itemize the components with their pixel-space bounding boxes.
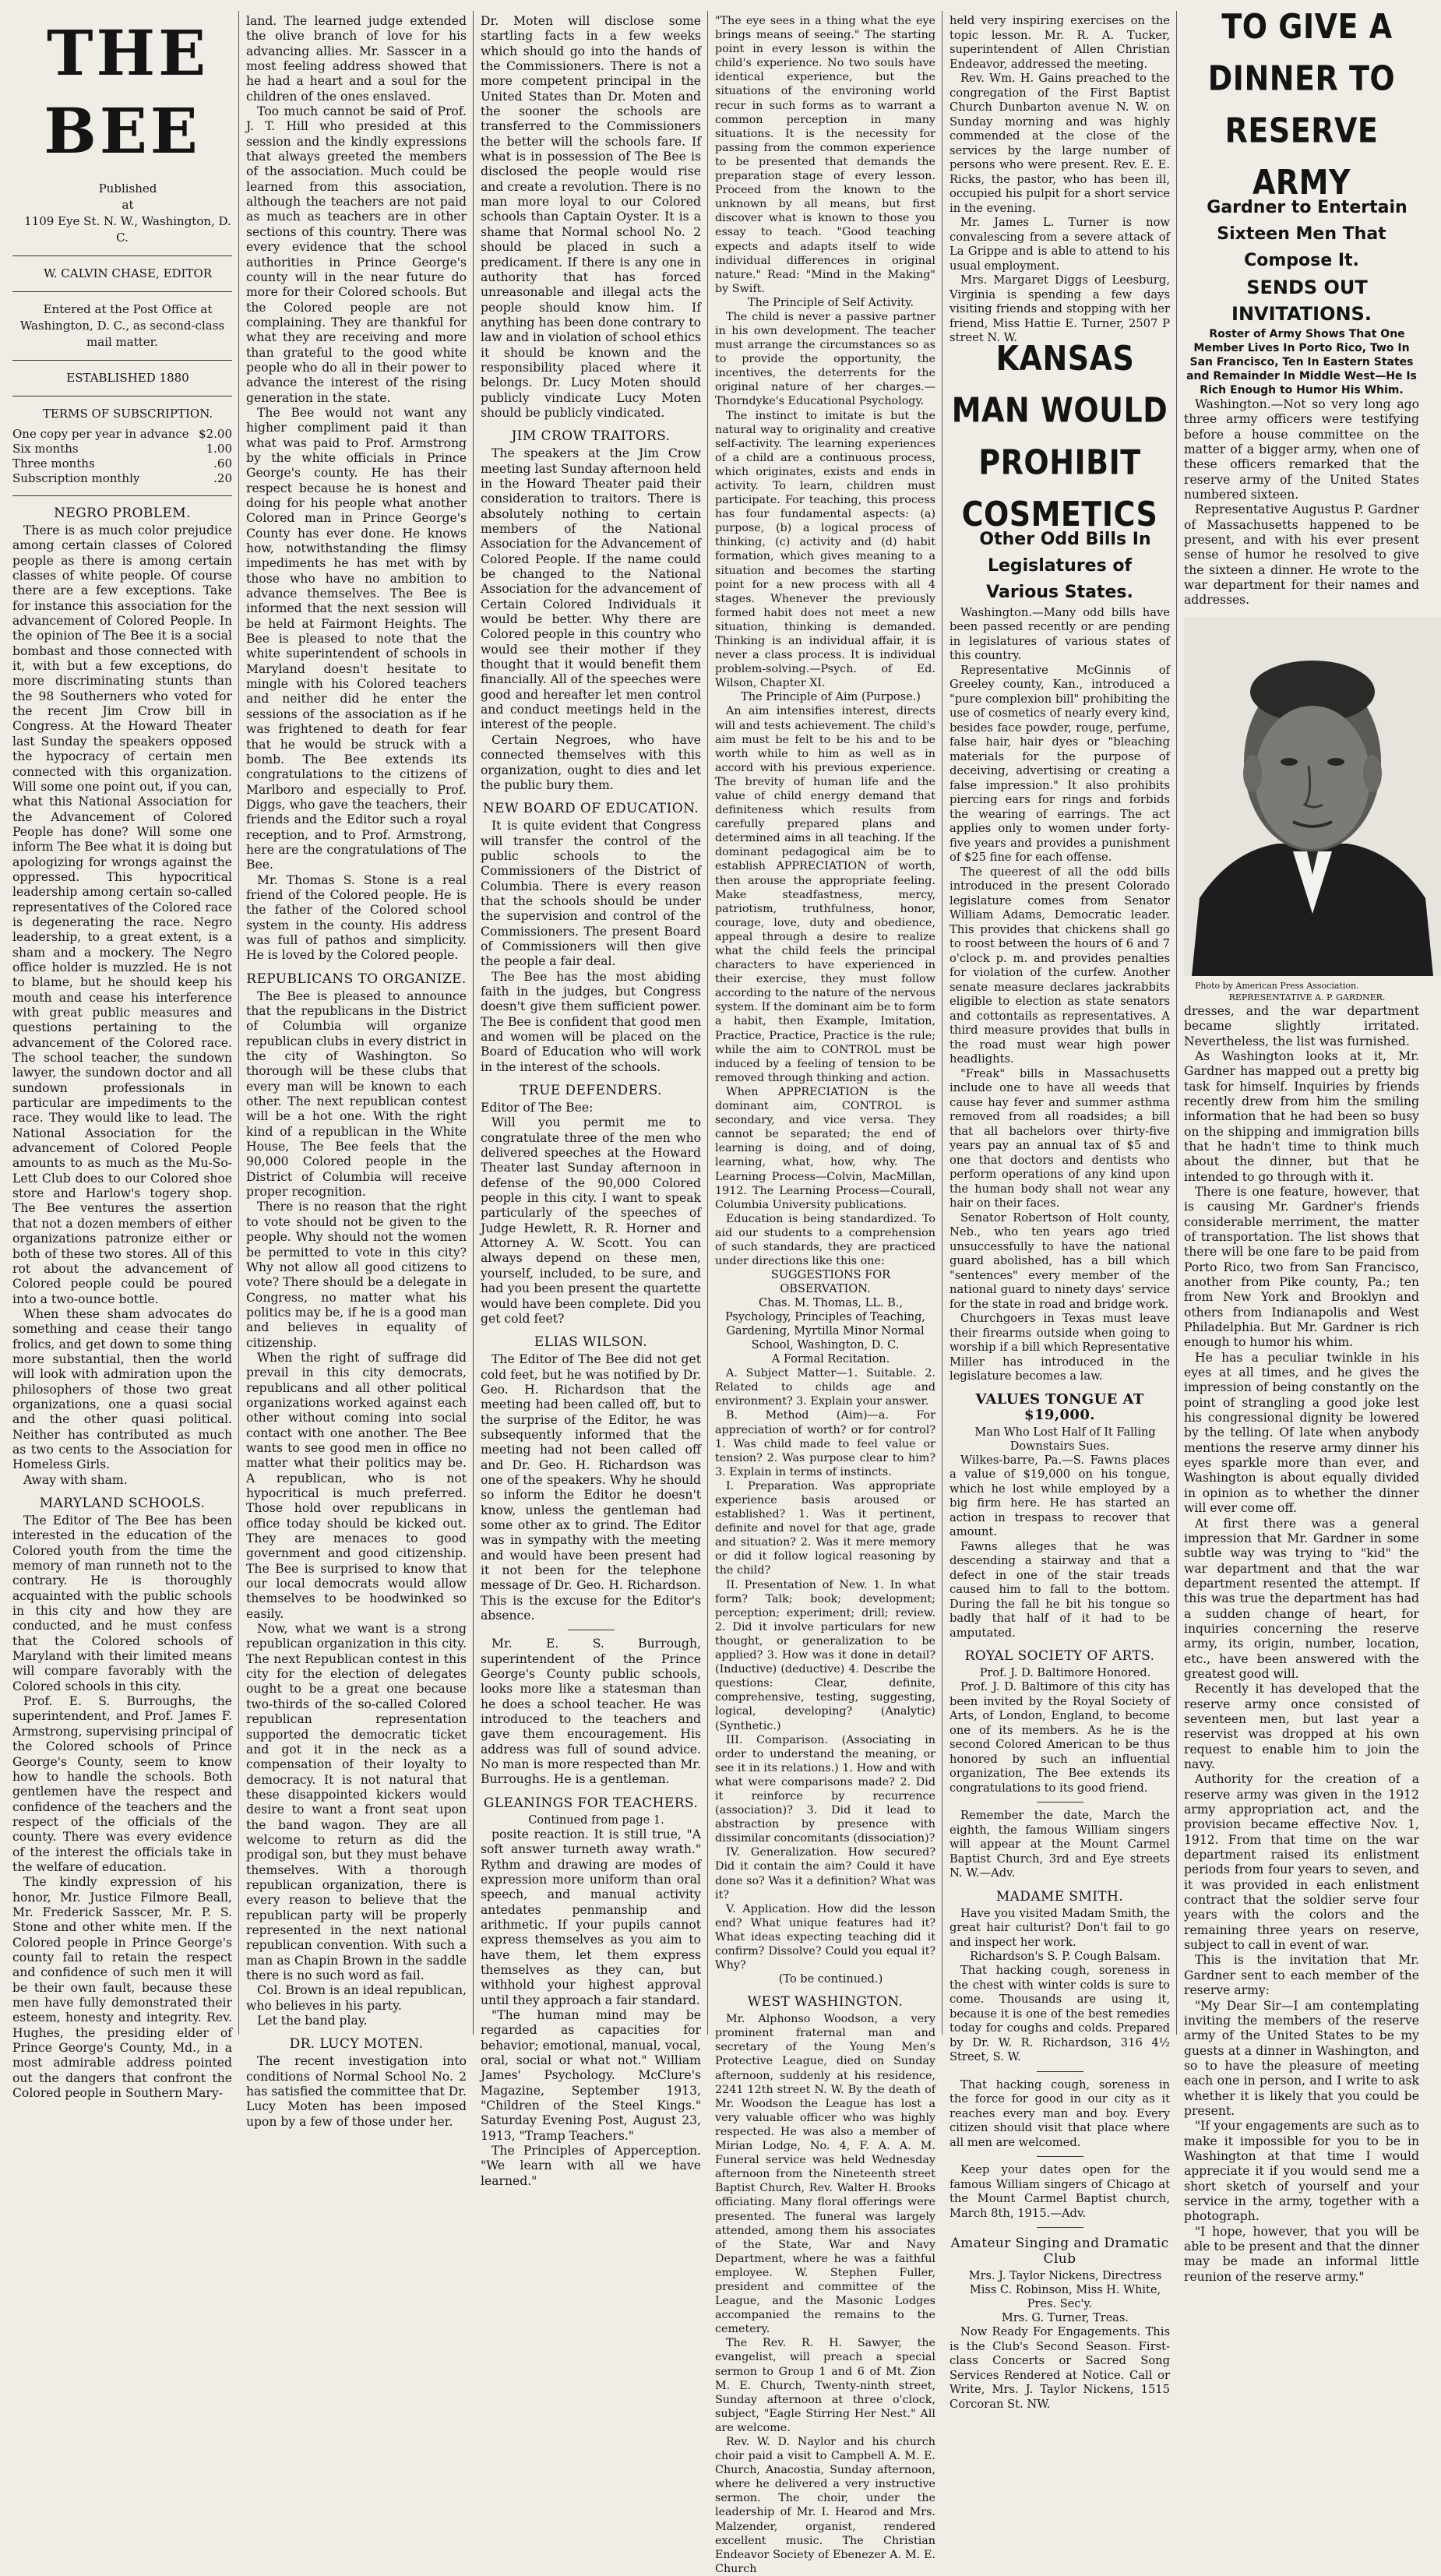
article-paragraph: There is no reason that the right to vote should not be given to the people. Why should not the women be permitted to vote in this city? Why not allow all good citizens to vote? There should be a delegate in Congress, no matter what his politics may be, if he is a good man and believes in equality of citizenship. xyxy=(246,1200,467,1350)
article-paragraph: The Rev. R. H. Sawyer, the evangelist, will preach a special sermon to Group 1 and 6 of Mt. Zion M. E. Church, Twenty-ninth street, Sunday afternoon at three o'clock, subject, "Eagle Stirring Her Nest." All are welcome. xyxy=(715,2337,935,2434)
article-paragraph: B. Method (Aim)—a. For appreciation of worth? or for control? 1. Was child made to feel value or tension? 2. Was purpose clear to him? 3. Explain in terms of instincts. xyxy=(715,1409,935,1478)
article-subhead: Richardson's S. P. Cough Balsam. xyxy=(970,1951,1161,1963)
article-paragraph: Dr. Moten will disclose some startling facts in a few weeks which should go into the hands of the Commissioners. There is not a more competent principal in the United States than Dr. Moten and the sooner the schools are transferred to the Commissioners the better will the schools fare. If what is in possession of The Bee is disclosed the people would rise and create a revolution. There is no man more loyal to our Colored schools than Captain Oyster. It is a shame that Normal school No. 2 should be placed in such a predicament. If there is any one in authority that has forced unreasonable and illegal acts the people should know him. If anything has been done contrary to law and in violation of school ethics it should be known and the responsibility placed where it belongs. Dr. Lucy Moten should publicly vindicate Lucy Moten should be publicly vindicated. xyxy=(481,14,701,420)
terms-label: Three months xyxy=(12,456,95,470)
section-divider xyxy=(1037,2071,1083,2072)
article-paragraph: "The eye sees in a thing what the eye brings means of seeing." The starting point in every lesson is within the child's experience. No two souls have identical experience, but the situations of the environing world recur in such forms as to warrant a common perception in many situations. It is the necessity for passing from the common experience to be presented that demands the preparation stage of every lesson. Proceed from the known to the unknown by all means, but first discover what is known to those you essay to teach. "Good teaching expects and adapts itself to wide individual differences in original nature." Read: "Mind in the Making" by Swift. xyxy=(715,15,935,295)
article-paragraph: When these sham advocates do something and cease their tango frolics, and get down to some thing more substantial, then the world will look with admiration upon the philosophers of those two great organizations, one a quasi social and the other quasi political. Neither has contributed as much as two cents to the Association for Homeless Girls. xyxy=(12,1306,232,1472)
article-paragraph: It is quite evident that Congress will transfer the control of the public schools to the Commissioners of the District of Columbia. There is every reason that the schools should be under the supervision and control of the Commissioners. The present Board of Commissioners will then give the people a fair deal. xyxy=(481,819,701,969)
banner-headline: TO GIVE A DINNER TO RESERVE ARMY xyxy=(1207,6,1396,203)
article-paragraph: IV. Generalization. How secured? Did it contain the aim? Could it have done so? Was it a definition? What was it? xyxy=(715,1846,935,1901)
article-paragraph: A. Subject Matter—1. Suitable. 2. Related to childs age and environment? 3. Explain your answer. xyxy=(715,1367,935,1408)
article-headline: ROYAL SOCIETY OF ARTS. xyxy=(964,1648,1155,1664)
article-paragraph: "I hope, however, that you will be able to be present and that the dinner may be made an informal little reunion of the reserve army." xyxy=(1184,2224,1419,2284)
photo-credit: Photo by American Press Association. xyxy=(1195,980,1359,991)
article-paragraph: The speakers at the Jim Crow meeting last Sunday afternoon held in the Howard Theater paid their consideration to traitors. There is absolutely nothing to certain members of the National Association for the Advancement of Colored People. If the name could be changed to the National Association for the advancement of Certain Colored Individuals it would be better. Why there are Colored people in this country who would see their mother if they thought that it would benefit them financially. All of the speeches were good and hereafter let men control and conduct meetings held in the interest of the people. xyxy=(481,446,701,732)
article-paragraph: The instinct to imitate is but the natural way to originality and creative self-activity. The learning experiences of a child are a continuous process, which originates, exists and ends in activity. To learn, children must participate. For teaching, this process has four fundamental aspects: (a) purpose, (b) a logical process of thinking, (c) activity and (d) habit formation, which gives meaning to a situation and becomes the starting point for a new process with all 4 stages. Whenever the previously formed habit does not meet a new situation, thinking is demanded. Thinking is an individual affair, it is never a class process. It is individual problem-solving.—Psych. of Ed. Wilson, Chapter XI. xyxy=(715,409,935,690)
article-paragraph: Let the band play. xyxy=(257,2014,368,2028)
terms-price: $2.00 xyxy=(199,427,232,441)
article-paragraph: Mr. James L. Turner is now convalescing from a severe attack of La Grippe and is able to attend to his usual employment. xyxy=(950,216,1170,273)
article-paragraph: The Bee would not want any higher compliment paid it than what was paid to Prof. Armstrong by the white officials in Prince George's county. He has their respect because he is honest and doing for his people what another Colored man in Prince George's County has ever done. He knows how, notwithstanding the flimsy impediments he has met with by those who have no ambition to advance themselves. The Bee is informed that the next session will be held at Fairmont Heights. The Bee is pleased to note that the white superintendent of schools in Maryland doesn't hesitate to mingle with his Colored teachers and neither did he enter the sessions of the association as if he was frightened to death for fear that he would be struck with a bomb. The Bee extends its congratulations to the citizens of Marlboro and especially to Prof. Diggs, who gave the teachers, their friends and the Editor such a royal reception, and to Prof. Armstrong, here are the congratulations of The Bee. xyxy=(246,405,467,872)
article-subhead: Mrs. J. Taylor Nickens, Directress xyxy=(968,2270,1162,2282)
article-paragraph: There is as much color prejudice among certain classes of Colored people as there is among certain classes of white people. Of course there are a few exceptions. Take for instance this association for the advancement of Colored People. In the opinion of The Bee it is a social bombast and those connected with it, with but a few exceptions, do more discriminating stunts than the 98 Southerners who voted for the recent Jim Crow bill in Congress. At the Howard Theater last Sunday the speakers opposed the hypocracy of certain men connected with this organization. Will some one point out, if you can, what this National Association for the Advancement of Colored People has done? Will some one inform The Bee what it is doing but apologizing for wrongs against the oppressed. This hypocritical leadership among certain so-called representatives of the Colored race is degenerating the race. Negro leadership, to a great extent, is a sham and a mockery. The Negro office holder is muzzled. He is not to blame, but he should keep his mouth and cease his interference with great public measures and questions pertaining to the advancement of the Colored race. The school teacher, the sundown lawyer, the sundown doctor and all sundown professionals in particular are impediments to the race. They would like to lead. The National Association for the advancement of Colored People amounts to as much as the Mu-So-Lett Club does to our Colored shoe store and Harlow's togery shop. The Bee ventures the assertion that not a dozen members of either organizations patronize either or both of these two stores. All of this rot about the advancement of Colored people could be poured into a two-ounce bottle. xyxy=(12,523,232,1306)
article-paragraph: Keep your dates open for the famous William singers of Chicago at the Mount Carmel Baptist church, March 8th, 1915.—Adv. xyxy=(950,2163,1170,2220)
article-paragraph: When the right of suffrage did prevail in this city democrats, republicans and all other political organizations worked against each other without coming into social contact with one another. The Bee wants to see good men in office no matter what their politics may be. A republican, who is not hypocritical is much preferred. Those hold over republicans in office today should be kicked out. They are menaces to good government and good citizenship. The Bee is surprised to know that our local democrats would allow themselves to be hoodwinked so easily. xyxy=(246,1350,467,1621)
article-paragraph: "My Dear Sir—I am contemplating inviting the members of the reserve army of the United States to be my guests at a dinner in Washington, and so to have the pleasure of meeting each one in person, and I write to ask whether it is likely that you could be present. xyxy=(1184,1998,1419,2118)
terms-label: Six months xyxy=(12,442,79,456)
article-paragraph: "The human mind may be regarded as capacities for behavior; emotional, manual, vocal, oral, social or what not." William James' Psychology. McClure's Magazine, September 1913, "Children of the Steel Kings." Saturday Evening Post, August 23, 1913, "Tramp Teachers." xyxy=(481,2007,701,2143)
article-paragraph: The Editor of The Bee has been interested in the education of the Colored youth from the time the memory of man runneth not to the contrary. He is thoroughly acquainted with the public schools in this city and how they are conducted, and he must confess that the Colored schools of Maryland with their limited means will compare favorably with the Colored schools in this city. xyxy=(12,1514,232,1693)
article-paragraph: The kindly expression of his honor, Mr. Justice Filmore Beall, Mr. Frederick Sasscer, Mr. P. S. Stone and other white men. If the Colored people in Prince George's county fail to retain the respect and confidence of such men it will be their own fault, because these men have fully demonstrated their esteem, honesty and integrity. Rev. Hughes, the presiding elder of Prince George's County, Md., in a most admirable address pointed out the dangers that confront the Colored people in Southern Mary- xyxy=(12,1875,232,2101)
column-content xyxy=(950,14,1170,2412)
column-3 xyxy=(481,14,701,2188)
article-paragraph: Washington.—Not so very long ago three army officers were testifying before a house committee on the matter of a bigger army, when one of these officers remarked that the reserve army of the United States numbered sixteen. xyxy=(1184,397,1419,502)
column-content xyxy=(481,14,701,2189)
article-paragraph: III. Comparison. (Associating in order to understand the meaning, or see it in its relations.) 1. How and with what were comparisons made? 2. Did it reinforce by recurrence (association)? 3. Did it lead to abstraction by presence with dissimilar concomitants (dissociation)? xyxy=(715,1733,935,1845)
article-paragraph: Certain Negroes, who have connected themselves with this organization, ought to dies and let the public bury them. xyxy=(481,732,701,792)
article-paragraph: There is one feature, however, that is causing Mr. Gardner's friends considerable merriment, the matter of transportation. The list shows that there will be one fare to be paid from Porto Rico, two from San Francisco, another from Pike county, Pa.; ten from New York and Brooklyn and others from Indianapolis and West Philadelphia. But Mr. Gardner is rich enough to humor his whim. xyxy=(1184,1184,1419,1350)
article-paragraph: The Editor of The Bee did not get cold feet, but he was notified by Dr. Geo. H. Richardson that the meeting had been called off, but to the surprise of the Editor, he was subsequently informed that the meeting had not been called off and Dr. Geo. H. Richardson was one of the speakers. Why he should so inform the Editor he doesn't know, unless the gentleman had some other ax to grind. The Editor was in sympathy with the meeting and would have been present had it not been for the telephone message of Dr. Geo. H. Richardson. This is the excuse for the Editor's absence. xyxy=(481,1352,701,1623)
article-paragraph: Mr. Alphonso Woodson, a very prominent fraternal man and secretary of the Young Men's Protective League, died on Sunday afternoon, suddenly at his residence, 2241 12th street N. W. By the death of Mr. Woodson the League has lost a very valuable officer who was highly respected. He was also a member of Mirian Lodge, No. 4, F. A. A. M. Funeral service was held Wednesday afternoon from the Nineteenth street Baptist Church, Rev. Walter H. Brooks officiating. Many floral offerings were presented. The funeral was largely attended, among them his associates of the State, War and Navy Department, where he was a faithful employee. W. Stephen Fuller, president and committee of the League, and the Masonic Lodges accompanied the remains to the cemetery. xyxy=(715,2013,935,2336)
terms-price: .20 xyxy=(213,471,232,485)
article-subhead: A Formal Recitation. xyxy=(771,1353,890,1366)
terms-price: 1.00 xyxy=(206,442,232,456)
section-divider xyxy=(1037,2227,1083,2228)
article-paragraph: Now Ready For Engagements. This is the Club's Second Season. First-class Concerts or Sacred Song Services Rendered at Notice. Call or Write, Mrs. J. Taylor Nickens, 1515 Corcoran St. NW. xyxy=(950,2325,1170,2411)
article-subhead: Continued from page 1. xyxy=(528,1813,664,1827)
masthead-published: Published xyxy=(98,181,157,196)
masthead-title: THE BEE xyxy=(44,16,210,167)
masthead-rule xyxy=(12,360,232,361)
column-rule xyxy=(707,11,708,2035)
masthead-rule xyxy=(12,255,232,256)
headline-deck: Gardner to Entertain Sixteen Men That Compose It. xyxy=(1207,198,1408,270)
article-paragraph: Prof. J. D. Baltimore of this city has been invited by the Royal Society of Arts, of London, England, to become one of its members. As he is the second Colored American to be thus honored by such an influential organization, The Bee extends its congratulations to its good friend. xyxy=(950,1680,1170,1795)
article-paragraph: dresses, and the war department became slightly irritated. Nevertheless, the list was furnished. xyxy=(1184,1003,1419,1048)
column-rule xyxy=(238,11,239,2035)
article-paragraph: Washington.—Many odd bills have been passed recently or are pending in legislatures of various states of this country. xyxy=(950,605,1170,662)
article-paragraph: Representative Augustus P. Gardner of Massachusetts happened to be present, and with his ever present sense of humor he resolved to give the sixteen a dinner. He wrote to the war department for their names and addresses. xyxy=(1184,502,1419,608)
section-divider xyxy=(1037,2156,1083,2157)
article-subhead: The Principle of Self Activity. xyxy=(747,296,914,309)
article-paragraph: The queerest of all the odd bills introduced in the present Colorado legislature comes from Senator William Adams, Democratic leader. This provides that chickens shall go to roost between the hours of 6 and 7 o'clock p. m. and provides penalties for violation of the curfew. Another senate measure declares jackrabbits eligible to election as state senators and cottontails as representatives. A third measure provides that bulls in the road must wear high power headlights. xyxy=(950,865,1170,1066)
article-paragraph: Churchgoers in Texas must leave their firearms outside when going to worship if a bill which Representative Miller has introduced in the legislature becomes a law. xyxy=(950,1312,1170,1383)
article-paragraph: Away with sham. xyxy=(23,1472,128,1487)
article-paragraph: At first there was a general impression that Mr. Gardner in some subtle way was trying to "kid" the war department and that the war department resented the attempt. If this was true the department has had a sudden change of heart, for inquiries concerning the reserve army, its origin, number, location, etc., have been answered with the greatest good will. xyxy=(1184,1516,1419,1681)
article-paragraph: Senator Robertson of Holt county, Neb., who ten years ago tried unsuccessfully to have the national guard abolished, has a bill which "sentences" every member of the national guard to ninety days' service for the state in road and bridge work. xyxy=(950,1210,1170,1311)
masthead-rule xyxy=(12,291,232,292)
article-subhead: Man Who Lost Half of It Falling Downstairs Sues. xyxy=(974,1425,1156,1453)
article-summary: Roster of Army Shows That One Member Lives In Porto Rico, Two In San Francisco, Ten In Eastern States and Remainder In Middle West—He Is Rich Enough to Humor His Whim. xyxy=(1186,328,1417,396)
headline-deck: SENDS OUT INVITATIONS. xyxy=(1231,277,1372,325)
column-2 xyxy=(246,14,467,2129)
article-paragraph: Mr. E. S. Burrough, superintendent of the Prince George's County public schools, looks more like a statesman than he does a school teacher. He was introduced to the teachers and gave them encouragement. His address was full of sound advice. No man is more respected than Mr. Burroughs. He is a gentleman. xyxy=(481,1637,701,1787)
article-paragraph: Education is being standardized. To aid our students to a comprehension of such standards, they are practiced under directions like this one: xyxy=(715,1212,935,1268)
terms-row xyxy=(12,442,232,456)
terms-label: One copy per year in advance xyxy=(12,427,189,441)
article-paragraph: That hacking cough, soreness in the chest with winter colds is sure to come. Thousands are using it, because it is one of the best remedies today for coughs and colds. Prepared by Dr. W. R. Richardson, 316 4½ Street, S. W. xyxy=(950,1964,1170,2063)
masthead-rule xyxy=(12,495,232,496)
article-subhead: Prof. J. D. Baltimore Honored. xyxy=(979,1667,1151,1679)
article-paragraph: Have you visited Madam Smith, the great hair culturist? Don't fail to go and inspect her work. xyxy=(950,1906,1170,1949)
article-headline: MADAME SMITH. xyxy=(995,1888,1124,1905)
article-headline: GLEANINGS FOR TEACHERS. xyxy=(483,1795,699,1811)
masthead-entered: Entered at the Post Office at Washington, D. C., as second-class mail matter. xyxy=(19,302,225,349)
article-subhead: SUGGESTIONS FOR OBSERVATION. xyxy=(770,1269,891,1296)
masthead-editor: W. CALVIN CHASE, EDITOR xyxy=(43,266,213,280)
column-5 xyxy=(950,14,1170,2411)
article-paragraph: Editor of The Bee: xyxy=(481,1101,594,1115)
column-content xyxy=(246,14,467,2130)
article-paragraph: The Principles of Apperception. "We learn with all we have learned." xyxy=(481,2144,701,2188)
article-paragraph: Wilkes-barre, Pa.—S. Fawns places a value of $19,000 on his tongue, which he lost while employed by a big firm here. He has started an action in trespass to recover that amount. xyxy=(950,1453,1170,1538)
article-headline: NEGRO PROBLEM. xyxy=(54,506,191,521)
article-paragraph: The Bee is pleased to announce that the republicans in the District of Columbia will organize republican clubs in every district in the city of Washington. So thorough will be these clubs that every man will be known to each other. The next republican contest will be a hot one. With the right kind of a republican in the White House, The Bee feels that the 90,000 Colored people in the District of Columbia will receive proper recognition. xyxy=(246,988,467,1200)
terms-label: Subscription monthly xyxy=(12,471,140,485)
article-paragraph: Rev. W. D. Naylor and his church choir paid a visit to Campbell A. M. E. Church, Anacostia, Sunday afternoon, where he delivered a very instructive sermon. The choir, under the leadership of Mr. I. Hearod and Mrs. Malzender, organist, rendered excellent music. The Christian Endeavor Society of Ebenezer A. M. E. Church xyxy=(715,2436,935,2575)
article-paragraph: Now, what we want is a strong republican organization in this city. The next Republican contest in this city for the election of delegates ought to be a great one because two-thirds of the so-called Colored republican representation supported the democratic ticket and got it in the neck as a compensation of their loyalty to democracy. It is not natural that these disappointed kickers would desire to want a front seat upon the band wagon. They are all welcome to return as did the prodigal son, but they must behave themselves. With a thorough republican organization, there is every reason to believe that the republican party will be properly represented in the next national republican convention. With such a man as Chapin Brown in the saddle there is no such word as fail. xyxy=(246,1622,467,1982)
column-rule xyxy=(1176,11,1177,2035)
article-paragraph: As Washington looks at it, Mr. Gardner has mapped out a pretty big task for himself. Inquiries by friends recently drew from him the smiling information that he had been so busy on the shipping and immigration bills that he hadn't time to think much about the dinner, but that he intended to go through with it. xyxy=(1184,1048,1419,1184)
article-subhead: Mrs. G. Turner, Treas. xyxy=(1001,2312,1129,2324)
article-paragraph: Rev. Wm. H. Gains preached to the congregation of the First Baptist Church Dunbarton avenue N. W. on Sunday morning and was highly commended at the close of the services by the large number of persons who were present. Rev. E. E. Ricks, the pastor, who has been ill, occupied his pulpit for a short service in the evening. xyxy=(950,72,1170,215)
article-paragraph: Col. Brown is an ideal republican, who believes in his party. xyxy=(246,1983,467,2013)
article-paragraph: An aim intensifies interest, directs will and tests achievement. The child's aim must be felt to be his and to be worth while to him as well as in accord with his previous experience. The brevity of human life and the value of child energy demand that definiteness which results from carefully prepared plans and determined aims in all teaching. If the dominant pedagogical aim be to establish APPRECIATION of worth, then arouse the appropriate feeling. Make steadfastness, mercy, patriotism, truthfulness, honor, courage, love, duty and obedience, appeal through a desire to realize what the child feels the principal characters to have experienced in their exercise, they must follow according to the nature of the nervous system. If the dominant aim be to form a habit, then Example, Imitation, Practice, Practice, Practice is the rule; while the aim to CONTROL must be induced by a feeling of tension to be removed through thinking and action. xyxy=(715,705,935,1084)
article-headline: JIM CROW TRAITORS. xyxy=(511,428,671,445)
terms-row xyxy=(12,471,232,486)
column-rule xyxy=(473,11,474,2035)
terms-price: .60 xyxy=(213,456,232,470)
article-paragraph: That hacking cough, soreness in the force for good in our city as it reaches every man and boy. Every citizen should visit that place where all men are welcomed. xyxy=(950,2077,1170,2149)
article-paragraph: The child is never a passive partner in his own development. The teacher must arrange the circumstances so as to provide the opportunity, the incentives, the deterrents for the original nature of her charges.—Thorndyke's Educational Psychology. xyxy=(715,310,935,408)
article-headline: NEW BOARD OF EDUCATION. xyxy=(482,801,699,817)
article-paragraph: land. The learned judge extended the olive branch of love for his advancing allies. Mr. Sasscer in a most feeling address showed that he had a heart and a soul for the children of the ones enslaved. xyxy=(246,14,467,104)
portrait-photo xyxy=(1184,618,1441,976)
terms-row xyxy=(12,427,232,442)
article-paragraph: This is the invitation that Mr. Gardner sent to each member of the reserve army: xyxy=(1184,1953,1419,1998)
article-paragraph: He has a peculiar twinkle in his eyes at all times, and he gives the impression of being constantly on the point of strangling a good joke lest his congressional dignity be lowered by the telling. Of late when anybody mentions the reserve army dinner his eyes sparkle more than ever, and Washington is about equally divided in opinion as to whether the dinner will ever come off. xyxy=(1184,1350,1419,1516)
article-paragraph: Too much cannot be said of Prof. J. T. Hill who presided at this session and the kindly expressions that always greeted the members of the association. Much could be learned from this association, although the teachers are not paid as much as teachers are in other sections of this country. There was every evidence that the school authorities in Prince George's county will in the near future do more for their Colored schools. But the Colored people are not complaining. They are thankful for what they are receiving and more than grateful to the good white people who do all in their power to advance the interest of the rising generation in the state. xyxy=(246,104,467,405)
article-paragraph: Recently it has developed that the reserve army once consisted of seventeen men, but last year a reservist was dropped at his own request to enable him to join the navy. xyxy=(1184,1682,1419,1771)
terms-heading: TERMS OF SUBSCRIPTION. xyxy=(42,407,213,421)
article-headline: MARYLAND SCHOOLS. xyxy=(39,1496,206,1511)
article-paragraph: Prof. E. S. Burroughs, the superintendent, and Prof. James F. Armstrong, supervising principal of the Colored schools of Prince George's County, seem to know how to handle the schools. Both gentlemen have the respect and confidence of the teachers and the respect of the officials of the county. There was every evidence of the interest the officials take in the welfare of education. xyxy=(12,1694,232,1874)
article-paragraph: Mrs. Margaret Diggs of Leesburg, Virginia is spending a few days visiting friends and stopping with her friend, Miss Hattie E. Turner, 2507 P street N. W. xyxy=(950,273,1170,344)
article-paragraph: The recent investigation into conditions of Normal School No. 2 has satisfied the committee that Dr. Lucy Moten has been imposed upon by a few of those under her. xyxy=(246,2054,467,2129)
column-content xyxy=(12,506,232,2101)
column-4 xyxy=(715,14,935,2575)
article-headline: TRUE DEFENDERS. xyxy=(520,1083,662,1099)
masthead xyxy=(12,14,232,496)
article-paragraph: Fawns alleges that he was descending a stairway and that a defect in one of the stair treads caused him to fall to the bottom. During the fall he bit his tongue so badly that half of it had to be amputated. xyxy=(950,1539,1170,1640)
article-paragraph: held very inspiring exercises on the topic lesson. Mr. R. A. Tucker, superintendent of Allen Christian Endeavor, addressed the meeting. xyxy=(950,14,1170,71)
headline-deck: Other Odd Bills In Legislatures of Various States. xyxy=(979,529,1151,602)
article-paragraph: Mr. Thomas S. Stone is a real friend of the Colored people. He is the father of the Colored school system in the county. His address was full of pathos and simplicity. He is loved by the Colored people. xyxy=(246,872,467,963)
banner-headline: KANSAS MAN WOULD PROHIBIT COSMETICS xyxy=(951,338,1168,534)
column-1 xyxy=(12,14,232,2101)
article-paragraph: "If your engagements are such as to make it impossible for you to be in Washington at that time I would appreciate it if you would send me a short sketch of yourself and your service in the army, together with a photograph. xyxy=(1184,2119,1419,2224)
column-6 xyxy=(1184,6,1419,2284)
article-paragraph: "Freak" bills in Massachusetts include one to have all weeds that cause hay fever and summer asthma removed from all roadsides; a bill that all bachelors over thirty-five years pay an annual tax of $5 and one that doctors and dentists who perform operations of any kind upon the human body shall not wear any hair on their faces. xyxy=(950,1066,1170,1210)
column-content xyxy=(715,14,935,2576)
article-paragraph: Remember the date, March the eighth, the famous William singers will appear at the Mount Carmel Baptist Church, 3rd and Eye streets N. W.—Adv. xyxy=(950,1809,1170,1880)
article-paragraph: I. Preparation. Was appropriate experience basis aroused or established? 1. Was it pertinent, definite and novel for that age, grade and situation? 2. Was it mere memory or did it follow logical reasoning by the child? xyxy=(715,1479,935,1577)
masthead-address: 1109 Eye St. N. W., Washington, D. C. xyxy=(24,214,231,245)
article-paragraph: posite reaction. It is still true, "A soft answer turneth away wrath." Rythm and drawing are modes of expression more uniform than oral speech, and manual activity antedates penmanship and arithmetic. If your pupils cannot express themselves as you aim to have them, let them express themselves as they can, but withhold your highest approval until they approach a fair standard. xyxy=(481,1827,701,2007)
masthead-established: ESTABLISHED 1880 xyxy=(66,371,189,385)
column-content xyxy=(1184,6,1419,2285)
article-headline: REPUBLICANS TO ORGANIZE. xyxy=(246,971,467,987)
article-headline: DR. LUCY MOTEN. xyxy=(289,2036,424,2053)
article-paragraph: Will you permit me to congratulate three of the men who delivered speeches at the Howard Theater last Sunday afternoon in defense of the 90,000 Colored people in this city. I want to speak particularly of the speeches of Judge Hewlett, R. R. Horner and Attorney A. W. Scott. You can always depend on these men, yourself, included, to be sure, and had you been present the quartette would have been complete. Did you get cold feet? xyxy=(481,1115,701,1326)
article-headline: Amateur Singing and Dramatic Club xyxy=(950,2236,1169,2267)
article-paragraph: II. Presentation of New. 1. In what form? Talk; book; development; perception; experiment; drill; review. 2. Did it involve particulars for new thought, or generalization to be applied? 3. How was it done in detail? (Inductive) (deductive) 4. Describe the questions: Clear, definite, comprehensive, testing, suggesting, logical, developing? (Analytic) (Synthetic.) xyxy=(715,1578,935,1732)
article-headline: VALUES TONGUE AT $19,000. xyxy=(975,1390,1144,1423)
article-subhead: Chas. M. Thomas, LL. B., Psychology, Principles of Teaching, Gardening, Myrtilla Minor Normal School, Washington, D. C. xyxy=(724,1297,926,1352)
photo-caption: REPRESENTATIVE A. P. GARDNER. xyxy=(1228,992,1386,1003)
article-subhead: Miss C. Robinson, Miss H. White, Pres. Sec'y. xyxy=(969,2284,1161,2310)
article-subhead: (To be continued.) xyxy=(778,1973,883,1986)
article-paragraph: V. Application. How did the lesson end? What unique features had it? What ideas expecting teaching did it confirm? Dissolve? Could you equal it? Why? xyxy=(715,1902,935,1972)
terms-row xyxy=(12,456,232,471)
masthead-at: at xyxy=(122,198,134,212)
article-headline: ELIAS WILSON. xyxy=(534,1334,648,1351)
article-paragraph: When APPRECIATION is the dominant aim, CONTROL is secondary, and vice versa. They cannot be separated; the end of learning is doing, and of doing, learning, what, how, why. The Learning Process—Colvin, MacMillan, 1912. The Learning Process—Courall, Columbia University publications. xyxy=(715,1085,935,1211)
article-paragraph: Representative McGinnis of Greeley county, Kan., introduced a "pure complexion bill" prohibiting the use of cosmetics of nearly every kind, besides face powder, rouge, perfume, false hair, hair dyes or "bleaching materials for the purpose of deceiving, advertising or creating a false impression." It also prohibits piercing ears for rings and forbids the wearing of earrings. The act applies only to women under forty-five years and provides a punishment of $25 fine for each offense. xyxy=(950,663,1170,864)
article-headline: WEST WASHINGTON. xyxy=(747,1994,904,2010)
article-paragraph: Authority for the creation of a reserve army was given in the 1912 army appropriation act, and the provision became effective Nov. 1, 1912. From that time on the war department raised its enlistment periods from four years to seven, and it was provided in each enlistment contract that the soldier serve four years with the colors and the remaining three years on reserve, subject to call in event of war. xyxy=(1184,1772,1419,1953)
article-subhead: The Principle of Aim (Purpose.) xyxy=(741,691,921,704)
article-paragraph: The Bee has the most abiding faith in the judges, but Congress doesn't give them sufficient power. The Bee is confident that good men and women will be placed on the Board of Education who will work in the interest of the schools. xyxy=(481,969,701,1074)
terms-table xyxy=(12,427,232,486)
